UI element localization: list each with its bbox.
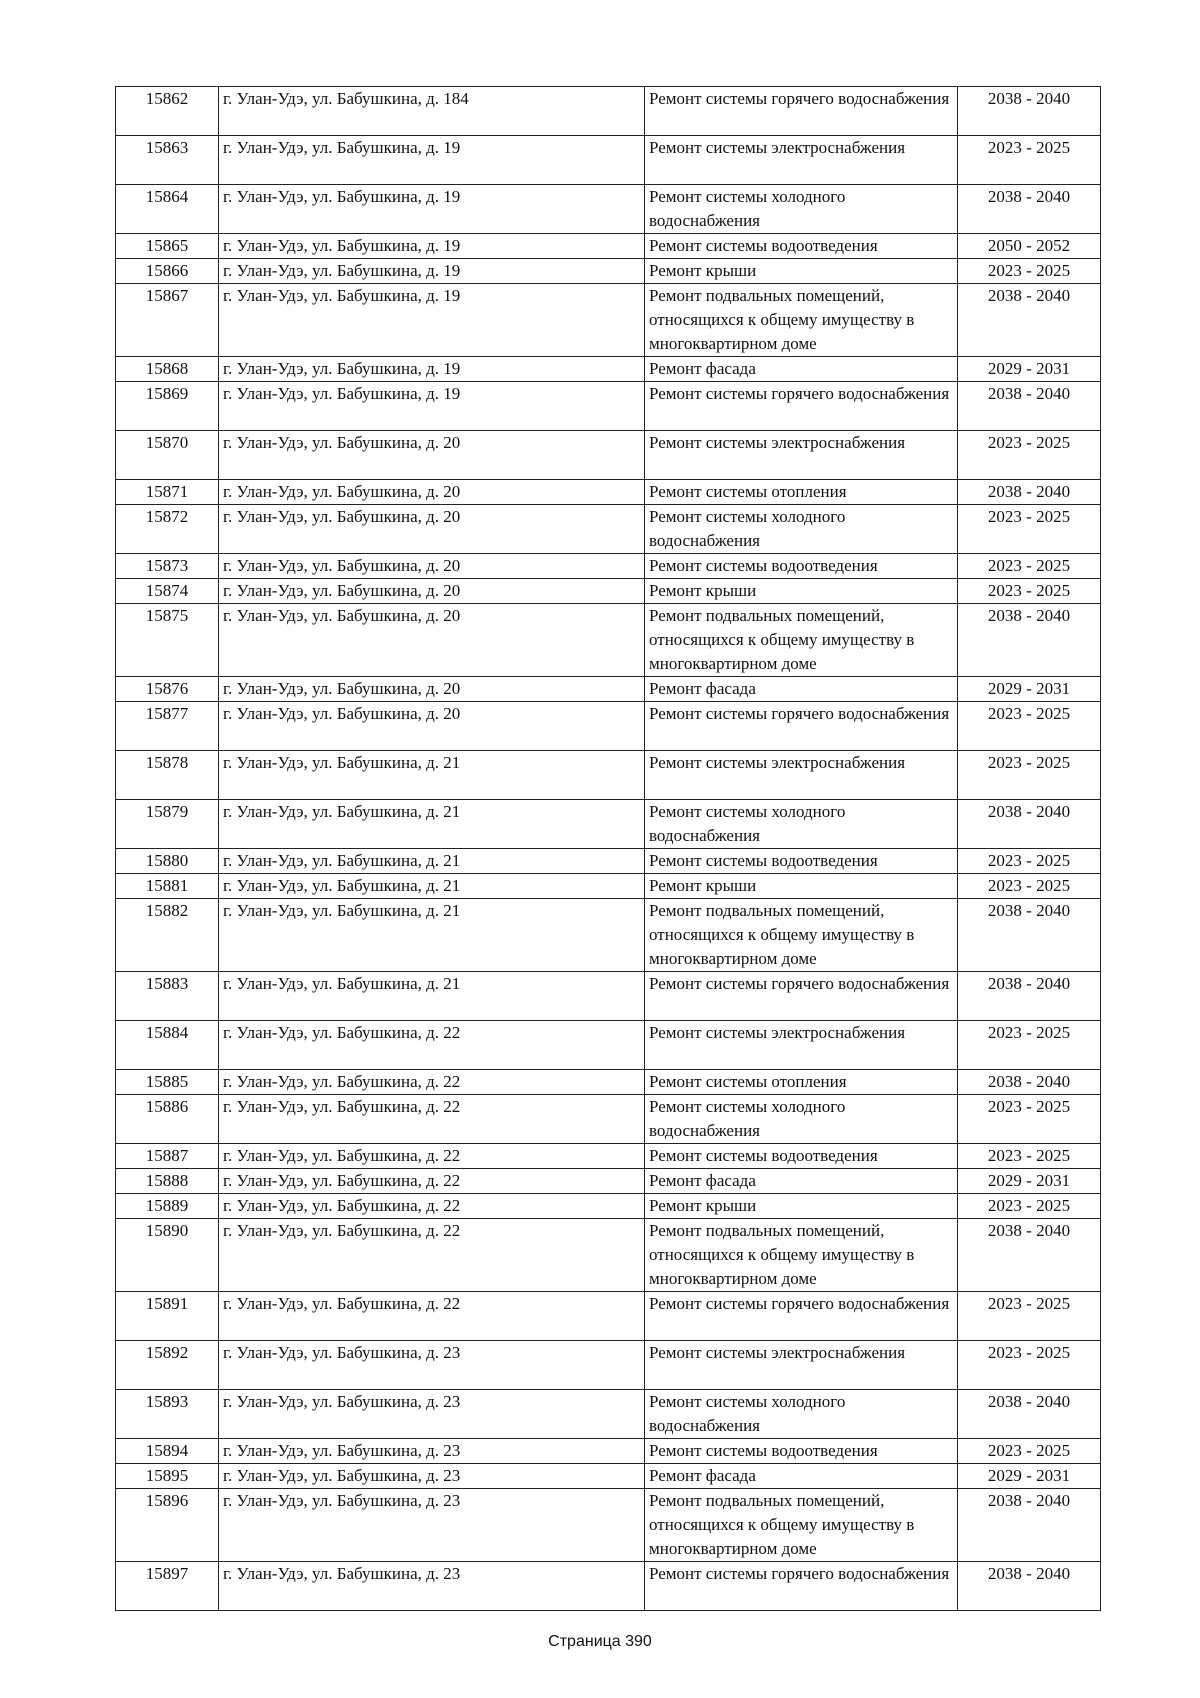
row-number-cell: 15886 xyxy=(116,1095,219,1144)
work-type-cell: Ремонт системы водоотведения xyxy=(645,1144,958,1169)
row-number-cell: 15888 xyxy=(116,1169,219,1194)
work-type-cell: Ремонт подвальных помещений, относящихся к общему имуществу в многоквартирном доме xyxy=(645,1219,958,1292)
work-type-cell: Ремонт крыши xyxy=(645,579,958,604)
row-number-cell: 15893 xyxy=(116,1390,219,1439)
period-cell: 2023 - 2025 xyxy=(958,136,1101,185)
table-row xyxy=(116,87,1101,136)
page-number: Страница 390 xyxy=(548,1633,652,1650)
period-cell: 2029 - 2031 xyxy=(958,357,1101,382)
work-type-cell: Ремонт системы электроснабжения xyxy=(645,1341,958,1390)
table-row xyxy=(116,136,1101,185)
row-number-cell: 15864 xyxy=(116,185,219,234)
table-row xyxy=(116,899,1101,972)
period-cell: 2023 - 2025 xyxy=(958,1341,1101,1390)
address-cell: г. Улан-Удэ, ул. Бабушкина, д. 19 xyxy=(219,284,645,357)
row-number-cell: 15896 xyxy=(116,1489,219,1562)
work-type-cell: Ремонт фасада xyxy=(645,1464,958,1489)
address-cell: г. Улан-Удэ, ул. Бабушкина, д. 21 xyxy=(219,800,645,849)
work-type-cell: Ремонт системы электроснабжения xyxy=(645,1021,958,1070)
repair-schedule-table xyxy=(115,86,1101,1611)
table-row xyxy=(116,702,1101,751)
address-cell: г. Улан-Удэ, ул. Бабушкина, д. 20 xyxy=(219,702,645,751)
address-cell: г. Улан-Удэ, ул. Бабушкина, д. 21 xyxy=(219,972,645,1021)
period-cell: 2023 - 2025 xyxy=(958,1439,1101,1464)
row-number-cell: 15889 xyxy=(116,1194,219,1219)
period-cell: 2023 - 2025 xyxy=(958,1194,1101,1219)
table-row xyxy=(116,1562,1101,1611)
table-row xyxy=(116,1021,1101,1070)
row-number-cell: 15883 xyxy=(116,972,219,1021)
work-type-cell: Ремонт системы холодного водоснабжения xyxy=(645,1095,958,1144)
table-row xyxy=(116,357,1101,382)
row-number-cell: 15870 xyxy=(116,431,219,480)
row-number-cell: 15875 xyxy=(116,604,219,677)
period-cell: 2038 - 2040 xyxy=(958,185,1101,234)
work-type-cell: Ремонт фасада xyxy=(645,357,958,382)
address-cell: г. Улан-Удэ, ул. Бабушкина, д. 23 xyxy=(219,1390,645,1439)
table-row xyxy=(116,1464,1101,1489)
period-cell: 2023 - 2025 xyxy=(958,554,1101,579)
address-cell: г. Улан-Удэ, ул. Бабушкина, д. 184 xyxy=(219,87,645,136)
period-cell: 2023 - 2025 xyxy=(958,1292,1101,1341)
row-number-cell: 15865 xyxy=(116,234,219,259)
work-type-cell: Ремонт системы горячего водоснабжения xyxy=(645,1292,958,1341)
period-cell: 2023 - 2025 xyxy=(958,259,1101,284)
address-cell: г. Улан-Удэ, ул. Бабушкина, д. 19 xyxy=(219,185,645,234)
address-cell: г. Улан-Удэ, ул. Бабушкина, д. 20 xyxy=(219,431,645,480)
period-cell: 2038 - 2040 xyxy=(958,87,1101,136)
address-cell: г. Улан-Удэ, ул. Бабушкина, д. 20 xyxy=(219,554,645,579)
work-type-cell: Ремонт системы холодного водоснабжения xyxy=(645,800,958,849)
table-row xyxy=(116,1095,1101,1144)
address-cell: г. Улан-Удэ, ул. Бабушкина, д. 20 xyxy=(219,677,645,702)
period-cell: 2029 - 2031 xyxy=(958,1169,1101,1194)
row-number-cell: 15880 xyxy=(116,849,219,874)
work-type-cell: Ремонт системы отопления xyxy=(645,1070,958,1095)
table-row xyxy=(116,1489,1101,1562)
table-body xyxy=(116,87,1101,1611)
table-row xyxy=(116,1194,1101,1219)
period-cell: 2038 - 2040 xyxy=(958,604,1101,677)
row-number-cell: 15867 xyxy=(116,284,219,357)
row-number-cell: 15897 xyxy=(116,1562,219,1611)
period-cell: 2038 - 2040 xyxy=(958,1070,1101,1095)
address-cell: г. Улан-Удэ, ул. Бабушкина, д. 21 xyxy=(219,849,645,874)
address-cell: г. Улан-Удэ, ул. Бабушкина, д. 23 xyxy=(219,1489,645,1562)
period-cell: 2038 - 2040 xyxy=(958,800,1101,849)
address-cell: г. Улан-Удэ, ул. Бабушкина, д. 19 xyxy=(219,136,645,185)
work-type-cell: Ремонт системы холодного водоснабжения xyxy=(645,505,958,554)
address-cell: г. Улан-Удэ, ул. Бабушкина, д. 23 xyxy=(219,1562,645,1611)
row-number-cell: 15882 xyxy=(116,899,219,972)
row-number-cell: 15884 xyxy=(116,1021,219,1070)
work-type-cell: Ремонт системы электроснабжения xyxy=(645,136,958,185)
work-type-cell: Ремонт системы водоотведения xyxy=(645,234,958,259)
work-type-cell: Ремонт подвальных помещений, относящихся к общему имуществу в многоквартирном доме xyxy=(645,284,958,357)
work-type-cell: Ремонт системы электроснабжения xyxy=(645,431,958,480)
address-cell: г. Улан-Удэ, ул. Бабушкина, д. 22 xyxy=(219,1144,645,1169)
period-cell: 2029 - 2031 xyxy=(958,1464,1101,1489)
row-number-cell: 15866 xyxy=(116,259,219,284)
work-type-cell: Ремонт системы горячего водоснабжения xyxy=(645,972,958,1021)
period-cell: 2023 - 2025 xyxy=(958,1021,1101,1070)
table-row xyxy=(116,751,1101,800)
work-type-cell: Ремонт системы горячего водоснабжения xyxy=(645,87,958,136)
address-cell: г. Улан-Удэ, ул. Бабушкина, д. 19 xyxy=(219,382,645,431)
row-number-cell: 15895 xyxy=(116,1464,219,1489)
address-cell: г. Улан-Удэ, ул. Бабушкина, д. 20 xyxy=(219,505,645,554)
address-cell: г. Улан-Удэ, ул. Бабушкина, д. 20 xyxy=(219,579,645,604)
table-row xyxy=(116,972,1101,1021)
row-number-cell: 15879 xyxy=(116,800,219,849)
table-row xyxy=(116,431,1101,480)
period-cell: 2023 - 2025 xyxy=(958,579,1101,604)
period-cell: 2023 - 2025 xyxy=(958,751,1101,800)
work-type-cell: Ремонт системы водоотведения xyxy=(645,554,958,579)
address-cell: г. Улан-Удэ, ул. Бабушкина, д. 21 xyxy=(219,899,645,972)
table-row xyxy=(116,1341,1101,1390)
table-row xyxy=(116,259,1101,284)
period-cell: 2023 - 2025 xyxy=(958,1144,1101,1169)
address-cell: г. Улан-Удэ, ул. Бабушкина, д. 22 xyxy=(219,1070,645,1095)
row-number-cell: 15890 xyxy=(116,1219,219,1292)
period-cell: 2038 - 2040 xyxy=(958,382,1101,431)
address-cell: г. Улан-Удэ, ул. Бабушкина, д. 20 xyxy=(219,480,645,505)
row-number-cell: 15863 xyxy=(116,136,219,185)
row-number-cell: 15878 xyxy=(116,751,219,800)
period-cell: 2023 - 2025 xyxy=(958,1095,1101,1144)
work-type-cell: Ремонт подвальных помещений, относящихся к общему имуществу в многоквартирном доме xyxy=(645,604,958,677)
table-row xyxy=(116,284,1101,357)
row-number-cell: 15872 xyxy=(116,505,219,554)
table-row xyxy=(116,579,1101,604)
address-cell: г. Улан-Удэ, ул. Бабушкина, д. 22 xyxy=(219,1292,645,1341)
row-number-cell: 15877 xyxy=(116,702,219,751)
table-row xyxy=(116,554,1101,579)
row-number-cell: 15871 xyxy=(116,480,219,505)
address-cell: г. Улан-Удэ, ул. Бабушкина, д. 22 xyxy=(219,1219,645,1292)
row-number-cell: 15894 xyxy=(116,1439,219,1464)
address-cell: г. Улан-Удэ, ул. Бабушкина, д. 21 xyxy=(219,874,645,899)
period-cell: 2050 - 2052 xyxy=(958,234,1101,259)
period-cell: 2023 - 2025 xyxy=(958,702,1101,751)
table-row xyxy=(116,185,1101,234)
address-cell: г. Улан-Удэ, ул. Бабушкина, д. 22 xyxy=(219,1095,645,1144)
work-type-cell: Ремонт системы холодного водоснабжения xyxy=(645,185,958,234)
table-row xyxy=(116,800,1101,849)
table-row xyxy=(116,874,1101,899)
work-type-cell: Ремонт подвальных помещений, относящихся к общему имуществу в многоквартирном доме xyxy=(645,899,958,972)
work-type-cell: Ремонт фасада xyxy=(645,677,958,702)
work-type-cell: Ремонт системы горячего водоснабжения xyxy=(645,382,958,431)
period-cell: 2023 - 2025 xyxy=(958,874,1101,899)
table-row xyxy=(116,1219,1101,1292)
row-number-cell: 15891 xyxy=(116,1292,219,1341)
work-type-cell: Ремонт подвальных помещений, относящихся к общему имуществу в многоквартирном доме xyxy=(645,1489,958,1562)
row-number-cell: 15892 xyxy=(116,1341,219,1390)
table-row xyxy=(116,480,1101,505)
row-number-cell: 15887 xyxy=(116,1144,219,1169)
period-cell: 2038 - 2040 xyxy=(958,972,1101,1021)
table-row xyxy=(116,1169,1101,1194)
address-cell: г. Улан-Удэ, ул. Бабушкина, д. 23 xyxy=(219,1341,645,1390)
table-row xyxy=(116,1292,1101,1341)
work-type-cell: Ремонт системы холодного водоснабжения xyxy=(645,1390,958,1439)
table-row xyxy=(116,1390,1101,1439)
period-cell: 2038 - 2040 xyxy=(958,1219,1101,1292)
period-cell: 2029 - 2031 xyxy=(958,677,1101,702)
row-number-cell: 15873 xyxy=(116,554,219,579)
address-cell: г. Улан-Удэ, ул. Бабушкина, д. 22 xyxy=(219,1169,645,1194)
address-cell: г. Улан-Удэ, ул. Бабушкина, д. 19 xyxy=(219,259,645,284)
row-number-cell: 15881 xyxy=(116,874,219,899)
period-cell: 2038 - 2040 xyxy=(958,1390,1101,1439)
address-cell: г. Улан-Удэ, ул. Бабушкина, д. 21 xyxy=(219,751,645,800)
period-cell: 2038 - 2040 xyxy=(958,899,1101,972)
row-number-cell: 15862 xyxy=(116,87,219,136)
period-cell: 2038 - 2040 xyxy=(958,1562,1101,1611)
work-type-cell: Ремонт крыши xyxy=(645,259,958,284)
table-row xyxy=(116,505,1101,554)
work-type-cell: Ремонт системы отопления xyxy=(645,480,958,505)
work-type-cell: Ремонт системы горячего водоснабжения xyxy=(645,702,958,751)
address-cell: г. Улан-Удэ, ул. Бабушкина, д. 19 xyxy=(219,234,645,259)
table-row xyxy=(116,234,1101,259)
work-type-cell: Ремонт системы водоотведения xyxy=(645,1439,958,1464)
period-cell: 2038 - 2040 xyxy=(958,480,1101,505)
address-cell: г. Улан-Удэ, ул. Бабушкина, д. 22 xyxy=(219,1021,645,1070)
table-row xyxy=(116,677,1101,702)
row-number-cell: 15868 xyxy=(116,357,219,382)
work-type-cell: Ремонт системы горячего водоснабжения xyxy=(645,1562,958,1611)
row-number-cell: 15876 xyxy=(116,677,219,702)
row-number-cell: 15874 xyxy=(116,579,219,604)
row-number-cell: 15869 xyxy=(116,382,219,431)
work-type-cell: Ремонт системы электроснабжения xyxy=(645,751,958,800)
period-cell: 2023 - 2025 xyxy=(958,505,1101,554)
work-type-cell: Ремонт системы водоотведения xyxy=(645,849,958,874)
table-row xyxy=(116,1070,1101,1095)
work-type-cell: Ремонт крыши xyxy=(645,1194,958,1219)
period-cell: 2023 - 2025 xyxy=(958,431,1101,480)
address-cell: г. Улан-Удэ, ул. Бабушкина, д. 23 xyxy=(219,1439,645,1464)
row-number-cell: 15885 xyxy=(116,1070,219,1095)
table-row xyxy=(116,382,1101,431)
period-cell: 2023 - 2025 xyxy=(958,849,1101,874)
table-row xyxy=(116,1144,1101,1169)
address-cell: г. Улан-Удэ, ул. Бабушкина, д. 22 xyxy=(219,1194,645,1219)
work-type-cell: Ремонт фасада xyxy=(645,1169,958,1194)
period-cell: 2038 - 2040 xyxy=(958,1489,1101,1562)
address-cell: г. Улан-Удэ, ул. Бабушкина, д. 19 xyxy=(219,357,645,382)
period-cell: 2038 - 2040 xyxy=(958,284,1101,357)
address-cell: г. Улан-Удэ, ул. Бабушкина, д. 20 xyxy=(219,604,645,677)
address-cell: г. Улан-Удэ, ул. Бабушкина, д. 23 xyxy=(219,1464,645,1489)
table-row xyxy=(116,604,1101,677)
table-row xyxy=(116,849,1101,874)
work-type-cell: Ремонт крыши xyxy=(645,874,958,899)
table-row xyxy=(116,1439,1101,1464)
